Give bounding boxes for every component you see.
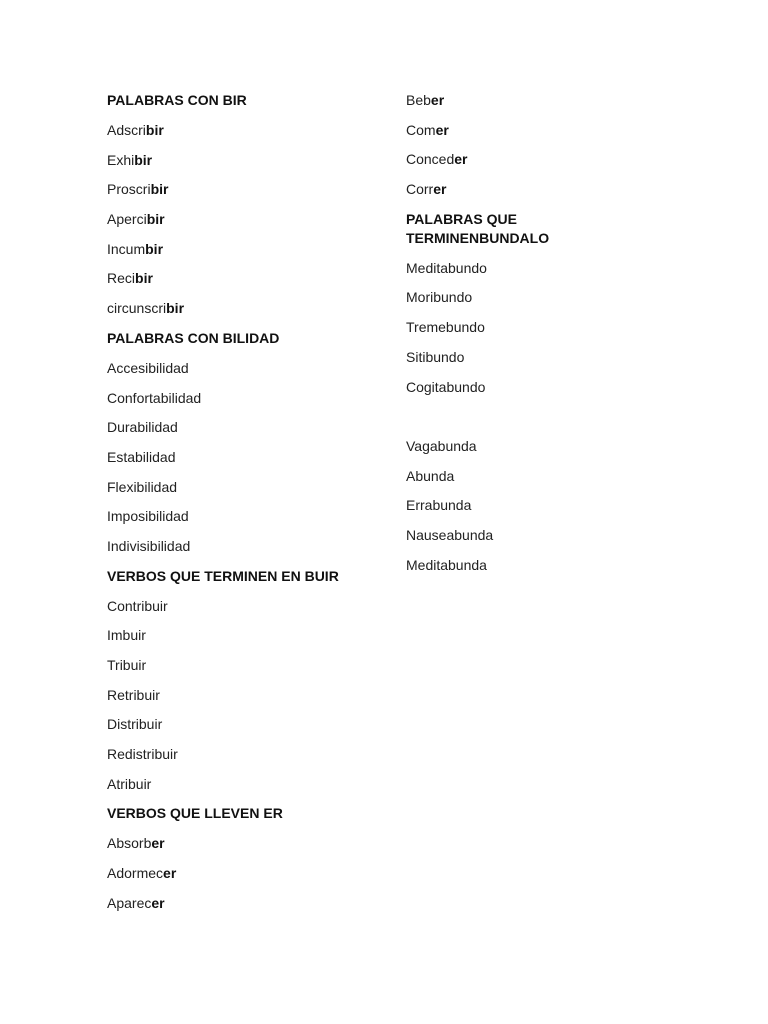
- word-item: Retribuir: [107, 686, 160, 703]
- word-item: Correr: [406, 181, 447, 198]
- word-item: Atribuir: [107, 775, 152, 792]
- word-item: Sitibundo: [406, 348, 465, 365]
- word-item: Absorber: [107, 835, 165, 852]
- section-heading-bir: PALABRAS CON BIR: [107, 92, 247, 108]
- word-item: Moribundo: [406, 289, 473, 306]
- word-item: Conceder: [406, 151, 468, 168]
- section-heading-er: VERBOS QUE LLEVEN ER: [107, 805, 283, 822]
- word-item: Distribuir: [107, 716, 163, 733]
- word-item: Durabilidad: [107, 419, 178, 436]
- word-item: Nauseabunda: [406, 526, 494, 543]
- word-item: Comer: [406, 121, 449, 138]
- word-item: Errabunda: [406, 497, 472, 514]
- section-heading-buir: VERBOS QUE TERMINEN EN BUIR: [107, 567, 339, 584]
- word-item: Indivisibilidad: [107, 537, 191, 554]
- word-item: Beber: [406, 92, 445, 108]
- word-item: Cogitabundo: [406, 378, 486, 395]
- word-item: Adormecer: [107, 865, 177, 882]
- word-item: Estabilidad: [107, 448, 176, 465]
- word-item: Adscribir: [107, 122, 164, 138]
- section-heading-bilidad: PALABRAS CON BILIDAD: [107, 329, 280, 346]
- word-item: Accesibilidad: [107, 359, 189, 376]
- word-item: Meditabundo: [406, 259, 487, 276]
- word-item: Recibir: [107, 270, 153, 287]
- word-item: circunscribir: [107, 300, 185, 317]
- word-item: Abunda: [406, 467, 455, 484]
- word-item: Imbuir: [107, 627, 146, 644]
- word-item: Confortabilidad: [107, 389, 202, 406]
- blank-line: [406, 406, 686, 436]
- section-heading-bundo: PALABRAS QUE TERMINENBUNDALO: [406, 210, 550, 246]
- word-item: Imposibilidad: [107, 508, 189, 525]
- word-item: Redistribuir: [107, 746, 178, 763]
- word-item: Aparecer: [107, 894, 165, 911]
- word-item: Contribuir: [107, 597, 168, 614]
- word-item: Apercibir: [107, 211, 165, 228]
- word-item: Tremebundo: [406, 319, 485, 336]
- word-item: Exhibir: [107, 151, 153, 168]
- word-item: Proscribir: [107, 181, 169, 198]
- word-item: Flexibilidad: [107, 478, 178, 495]
- word-item: Incumbir: [107, 240, 164, 257]
- word-item: Vagabunda: [406, 437, 477, 454]
- word-item: Meditabunda: [406, 556, 487, 573]
- left-column: [107, 90, 387, 923]
- word-item: Tribuir: [107, 657, 147, 673]
- right-column: [406, 90, 686, 584]
